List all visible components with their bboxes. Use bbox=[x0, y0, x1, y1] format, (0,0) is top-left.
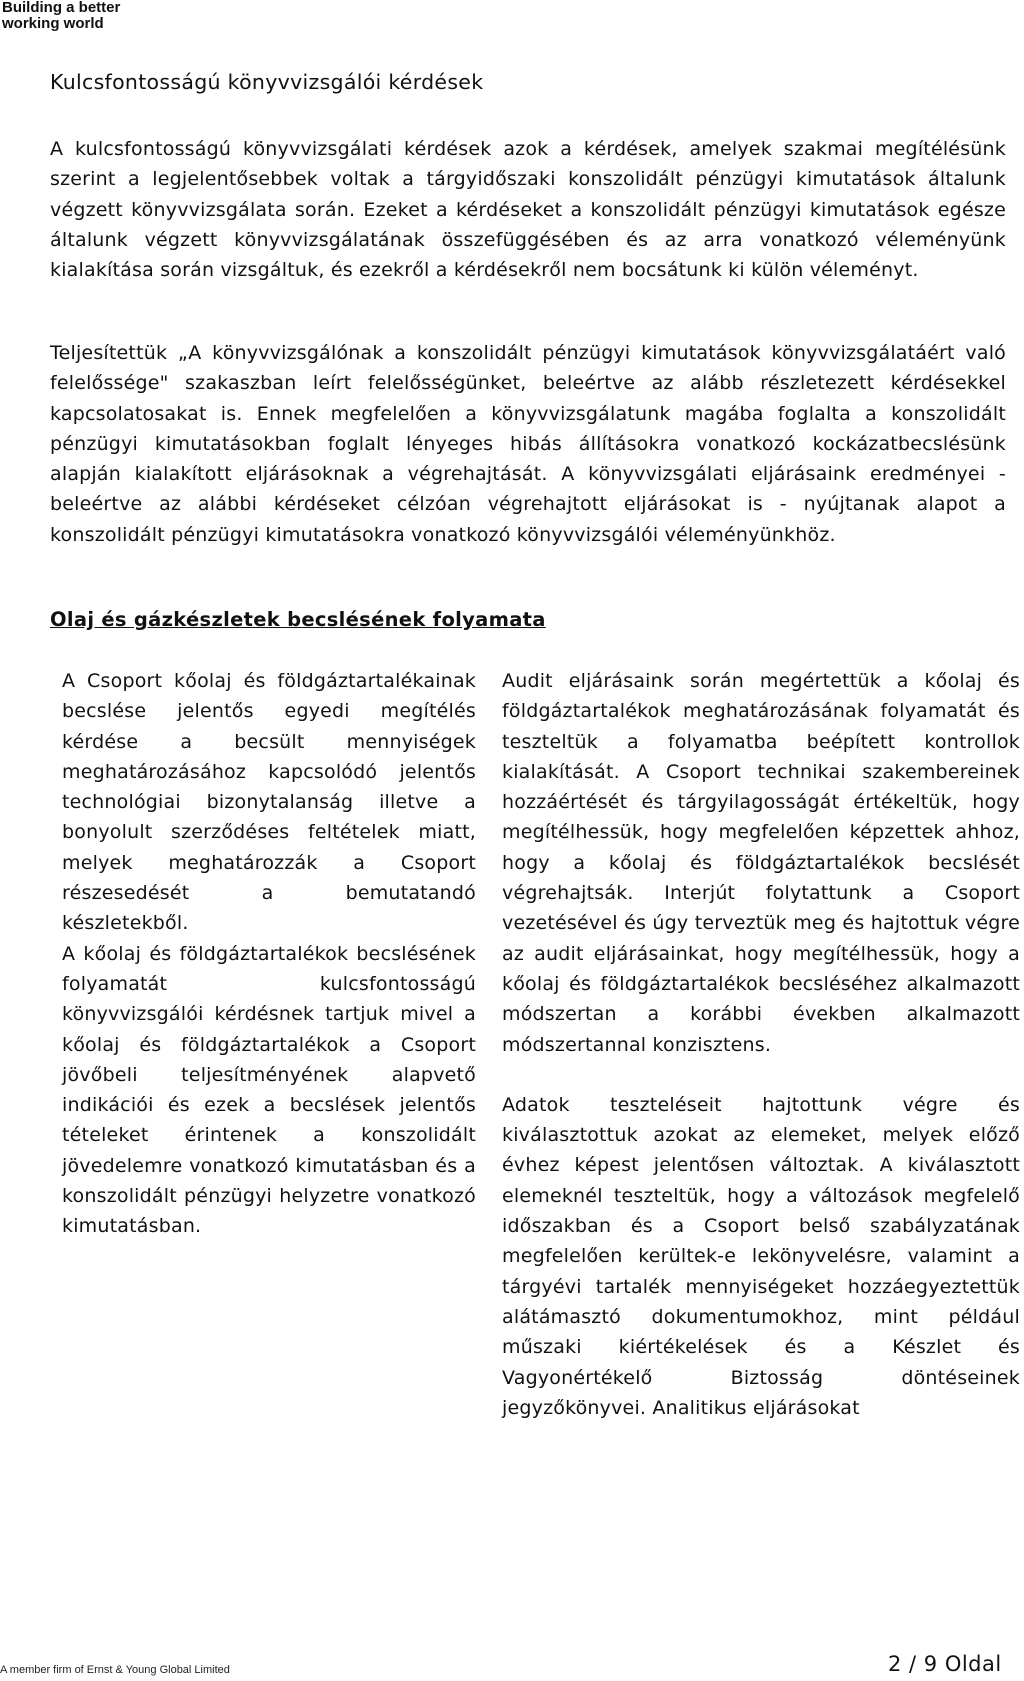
key-matter-description bbox=[62, 666, 476, 1242]
section-title: Kulcsfontosságú könyvvizsgálói kérdések bbox=[50, 70, 484, 94]
audit-response-p2: Adatok teszteléseit hajtottunk végre és kiválasztottuk azokat az elemeket, melyek előző évhez képest jelentősen változtak. A kiválasztott elemeknél teszteltük, hogy a változások megfelelő időszakban és a Csoport belső szabályzatának megfelelően kerültek-e lekönyvelésre, valamint a tárgyévi tartalék mennyiségeket hozzáegyeztettük alátámasztó dokumentumokhoz, mint például műszaki kiértékelések és a Készlet és Vagyonértékelő Biztosság döntéseinek jegyzőkönyvei. Analitikus eljárásokat bbox=[502, 1093, 1020, 1419]
responsibility-paragraph: Teljesítettük „A könyvvizsgálónak a konszolidált pénzügyi kimutatások könyvvizsgálatáért való felelőssége" szakaszban leírt felelősségünket, beleértve az alább részletezett kérdésekkel kapcsolatosakat is. Ennek megfelelően a könyvvizsgálatunk magába foglalta a konszolidált pénzügyi kimutatásokban foglalt lényeges hibás állításokra vonatkozó kockázatbecslésünk alapján kialakított eljárásoknak a végrehajtását. A könyvvizsgálati eljárásaink eredményei - beleértve az alábbi kérdéseket célzóan végrehajtott eljárásokat is - nyújtanak alapot a konszolidált pénzügyi kimutatásokra vonatkozó könyvvizsgálói véleményünkhöz. bbox=[50, 342, 1006, 546]
brand-tagline-line2: working world bbox=[2, 15, 104, 32]
key-matter-title: Olaj és gázkészletek becslésének folyamata bbox=[50, 608, 546, 631]
audit-response-p1: Audit eljárásaink során megértettük a kőolaj és földgáztartalékok meghatározásának folyamatát és teszteltük a folyamatba beépített kontrollok kialakítását. A Csoport technikai szakembereinek hozzáértését és tárgyilagosságát értékeltük, hogy megítélhessük, hogy megfelelően képzettek ahhoz, hogy a kőolaj és földgáztartalékok becslését végrehajtsák. Interjút folytattunk a Csoport vezetésével és úgy terveztük meg és hajtottuk végre az audit eljárásainkat, hogy megítélhessük, hogy a kőolaj és földgáztartalékok becsléséhez alkalmazott módszertan a korábbi években alkalmazott módszertannal konzisztens. bbox=[502, 670, 1020, 1056]
key-matter-description-p1: A Csoport kőolaj és földgáztartalékainak becslése jelentős egyedi megítélés kérdése a becsült mennyiségek meghatározásához kapcsolódó jelentős technológiai bizonytalanság illetve a bonyolult szerződéses feltételek miatt, melyek meghatározzák a Csoport részesedését a bemutatandó készletekből. bbox=[62, 670, 476, 935]
brand-tagline-line1: Building a better bbox=[2, 0, 121, 16]
brand-tagline bbox=[2, 0, 120, 32]
page-number: 2 / 9 Oldal bbox=[888, 1652, 1002, 1676]
key-matter-description-p2: A kőolaj és földgáztartalékok becslésének folyamatát kulcsfontosságú könyvvizsgálói kérdésnek tartjuk mivel a kőolaj és földgáztartalékok a Csoport jövőbeli teljesítményének alapvető indikációi és ezek a becslések jelentős tételeket érintenek a konszolidált jövedelemre vonatkozó kimutatásban és a konszolidált pénzügyi helyzetre vonatkozó kimutatásban. bbox=[62, 942, 476, 1238]
intro-paragraph: A kulcsfontosságú könyvvizsgálati kérdések azok a kérdések, amelyek szakmai megítélésünk szerint a legjelentősebbek voltak a tárgyidőszaki konszolidált pénzügyi kimutatások általunk végzett könyvvizsgálata során. Ezeket a kérdéseket a konszolidált pénzügyi kimutatások egésze általunk végzett könyvvizsgálatának összefüggésében és az arra vonatkozó véleményünk kialakítása során vizsgáltuk, és ezekről a kérdésekről nem bocsátunk ki külön véleményt. bbox=[50, 138, 1006, 282]
audit-response bbox=[502, 666, 1020, 1423]
member-firm-note: A member firm of Ernst & Young Global Limited bbox=[0, 1664, 230, 1676]
